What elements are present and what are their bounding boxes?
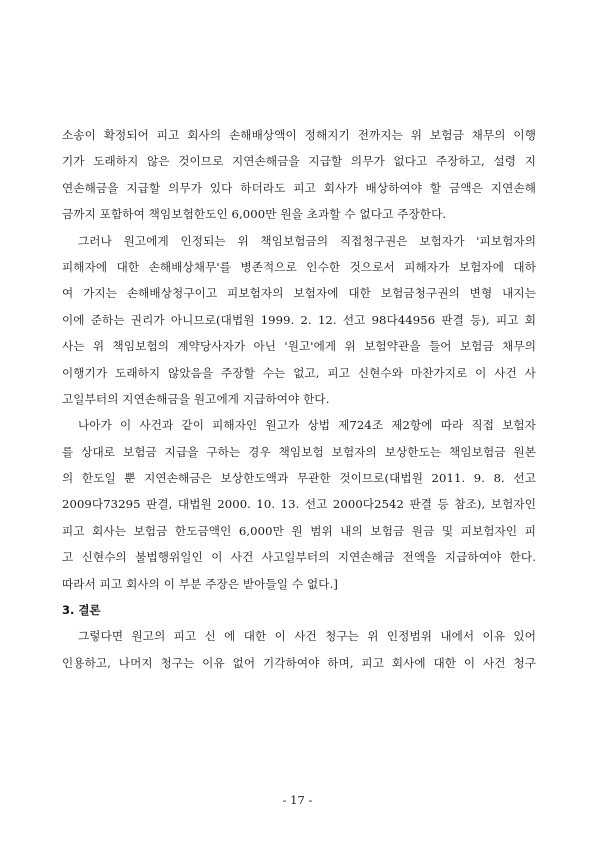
paragraph-direct-claim	[62, 228, 536, 413]
text-line: 따라서 피고 회사의 이 부분 주장은 받아들일 수 없다.]	[62, 576, 338, 591]
text-line: 그러나 원고에게 인정되는 위 책임보험금의 직접청구권은 보험자가 '피보험자의	[78, 233, 536, 248]
text-line: 사는 위 책임보험의 계약당사자가 아닌 '원고'에게 위 보험약관을 들어 보험금 채무의	[62, 339, 536, 354]
text-line: 고 신현수의 불법행위일인 이 사건 사고일부터의 지연손해금 전액을 지급하여야 한다.	[62, 550, 536, 565]
paragraph-conclusion	[62, 623, 536, 676]
text-line: 나아가 이 사건과 같이 피해자인 원고가 상법 제724조 제2항에 따라 직접 보험자	[78, 418, 536, 433]
body-text	[62, 122, 536, 676]
paragraph-defendant-claim	[62, 122, 536, 228]
text-line: 고일부터의 지연손해금을 원고에게 지급하여야 한다.	[62, 391, 330, 406]
text-line: 인용하고, 나머지 청구는 이유 없어 기각하여야 하며, 피고 회사에 대한 이 사건 청구	[62, 655, 536, 670]
page-number: - 17 -	[282, 793, 313, 807]
text-line: 연손해금을 지급할 의무가 있다 하더라도 피고 회사가 배상하여야 할 금액은 지연손해	[62, 180, 536, 195]
text-line: 여 가지는 손해배상청구이고 피보험자의 보험자에 대한 보험금청구권의 변형 내지는	[62, 286, 536, 301]
section-heading-conclusion: 3. 결론	[62, 603, 101, 618]
text-line: 2009다73295 판결, 대법원 2000. 10. 13. 선고 2000다2542 판결 등 참조), 보험자인	[62, 497, 536, 512]
text-line: 이에 준하는 권리가 아니므로(대법원 1999. 2. 12. 선고 98다44956 판결 등), 피고 회	[62, 312, 536, 327]
text-line: 의 한도일 뿐 지연손해금은 보상한도액과 무관한 것이므로(대법원 2011. 9. 8. 선고	[62, 471, 536, 486]
text-line: 금까지 포함하여 책임보험한도인 6,000만 원을 초과할 수 없다고 주장한다.	[62, 207, 447, 222]
text-line: 이행기가 도래하지 않았음을 주장할 수는 없고, 피고 신현수와 마찬가지로 이 사건 사	[62, 365, 536, 380]
text-line: 피고 회사는 보험금 한도금액인 6,000만 원 범위 내의 보험금 원금 및 피보험자인 피	[62, 523, 536, 538]
text-line: 를 상대로 보험금 지급을 구하는 경우 책임보험 보험자의 보상한도는 책임보험금 원본	[62, 444, 536, 459]
paragraph-compensation-limit	[62, 412, 536, 597]
text-line: 소송이 확정되어 피고 회사의 손해배상액이 정해지기 전까지는 위 보험금 채무의 이행	[62, 128, 536, 142]
text-line: 그렇다면 원고의 피고 신 에 대한 이 사건 청구는 위 인정범위 내에서 이유 있어	[78, 629, 536, 644]
text-line: 피해자에 대한 손해배상채무'를 병존적으로 인수한 것으로서 피해자가 보험자에 대하	[62, 259, 536, 274]
text-line: 기가 도래하지 않은 것이므로 지연손해금을 지급할 의무가 없다고 주장하고, 설령 지	[62, 154, 536, 169]
